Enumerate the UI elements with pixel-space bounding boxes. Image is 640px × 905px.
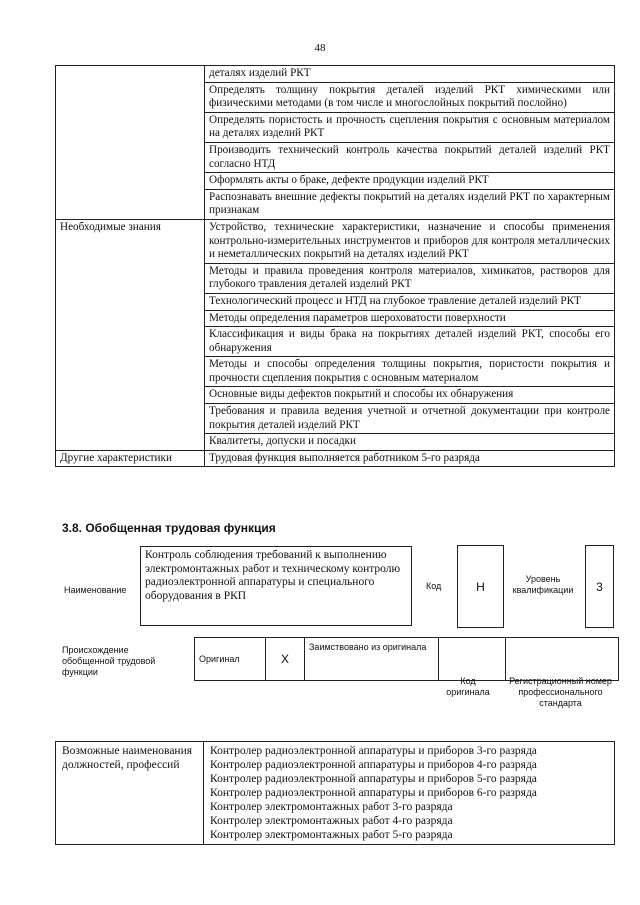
list-item: Контролер радиоэлектронной аппаратуры и приборов 6-го разряда [210, 787, 537, 799]
table-cell: деталях изделий РКТ [205, 66, 615, 83]
table-cell: Основные виды дефектов покрытий и способы их обнаружения [205, 387, 615, 404]
code-value: Н [476, 580, 485, 594]
original-code-cell [439, 638, 506, 681]
page-number: 48 [314, 42, 326, 54]
table-cell: Производить технический контроль качества покрытий деталей изделий РКТ согласно НТД [205, 142, 615, 172]
level-value: 3 [596, 580, 603, 594]
table-cell: Определять пористость и прочность сцепления покрытия с основным материалом на деталях изделий РКТ [205, 112, 615, 142]
table-cell: Устройство, технические характеристики, назначение и способы применения контрольно-измерительных инструментов и приборов для контроля металлических и неметаллических покрытий на деталях изделий РКТ [205, 219, 615, 263]
row-label-other: Другие характеристики [56, 450, 205, 467]
positions-table [55, 741, 615, 845]
table-cell: Методы определения параметров шероховатости поверхности [205, 310, 615, 327]
table-cell: Технологический процесс и НТД на глубокое травление деталей изделий РКТ [205, 293, 615, 310]
positions-label: Возможные наименования должностей, профессий [56, 742, 204, 845]
positions-list [204, 742, 615, 845]
origin-table [194, 637, 619, 681]
list-item: Контролер радиоэлектронной аппаратуры и приборов 4-го разряда [210, 759, 537, 771]
list-item: Контролер радиоэлектронной аппаратуры и приборов 5-го разряда [210, 773, 537, 785]
function-name: Контроль соблюдения требований к выполнению электромонтажных работ и техническому контролю радиоэлектронной аппаратуры и специального оборудования в РКП [140, 546, 412, 626]
table-cell: Трудовая функция выполняется работником 5-го разряда [205, 450, 615, 467]
table-cell: Требования и правила ведения учетной и отчетной документации при контроле покрытия деталей изделий РКТ [205, 404, 615, 434]
original-label: Оригинал [195, 638, 266, 681]
table-cell: Методы и способы определения толщины покрытия, пористости покрытия и прочности сцепления покрытия с основным материалом [205, 357, 615, 387]
table-cell: Оформлять акты о браке, дефекте продукции изделий РКТ [205, 173, 615, 190]
level-label: Уровень квалификации [512, 574, 574, 595]
list-item: Контролер электромонтажных работ 3-го разряда [210, 801, 453, 813]
code-label: Код [426, 581, 442, 591]
table-cell: Распознавать внешние дефекты покрытий на деталях изделий РКТ по характерным признакам [205, 189, 615, 219]
code-caption: Код оригинала [446, 676, 490, 697]
table-cell: Определять толщину покрытия деталей изделий РКТ химическими или физическими методами (в том числе и многослойных покрытий послойно) [205, 82, 615, 112]
table-cell: Методы и правила проведения контроля материалов, химикатов, растворов для глубокого травления деталей изделий РКТ [205, 263, 615, 293]
table-cell: Квалитеты, допуски и посадки [205, 434, 615, 451]
borrowed-label: Заимствовано из оригинала [305, 638, 439, 681]
list-item: Контролер электромонтажных работ 4-го разряда [210, 815, 453, 827]
name-label: Наименование [64, 585, 127, 595]
reg-number-cell [506, 638, 619, 681]
original-mark: Х [266, 638, 305, 681]
list-item: Контролер радиоэлектронной аппаратуры и приборов 3-го разряда [210, 745, 537, 757]
list-item: Контролер электромонтажных работ 5-го разряда [210, 829, 453, 841]
level-box [585, 545, 614, 628]
reg-caption: Регистрационный номер профессионального стандарта [509, 676, 612, 708]
skills-knowledge-table [55, 65, 615, 467]
row-label [56, 66, 205, 220]
section-title: 3.8. Обобщенная трудовая функция [62, 521, 276, 535]
code-box [457, 545, 504, 628]
origin-label: Происхождение обобщенной трудовой функции [62, 645, 156, 677]
row-label-knowledge: Необходимые знания [56, 219, 205, 450]
table-cell: Классификация и виды брака на покрытиях деталей изделий РКТ, способы его обнаружения [205, 327, 615, 357]
